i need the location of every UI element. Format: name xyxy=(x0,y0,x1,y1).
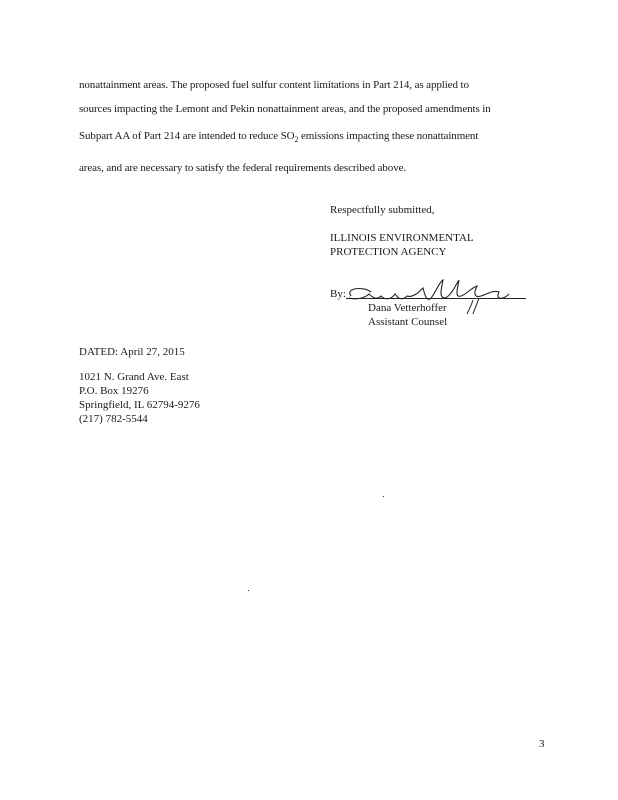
body-line-2: sources impacting the Lemont and Pekin nonattainment areas, and the proposed amendments in xyxy=(79,103,491,115)
page-number: 3 xyxy=(539,738,545,750)
respectfully-submitted: Respectfully submitted, xyxy=(330,204,435,216)
body-line-1: nonattainment areas. The proposed fuel sulfur content limitations in Part 214, as applied to xyxy=(79,79,469,91)
address-line-4: (217) 782-5544 xyxy=(79,413,148,425)
so2-subscript: 2 xyxy=(294,135,299,145)
body-line-4: areas, and are necessary to satisfy the federal requirements described above. xyxy=(79,162,407,174)
by-label: By: xyxy=(330,288,346,300)
address-line-1: 1021 N. Grand Ave. East xyxy=(79,371,189,383)
body-line-3 xyxy=(79,130,478,144)
agency-name-line-1: ILLINOIS ENVIRONMENTAL xyxy=(330,232,474,244)
body-line-3-part-a: Subpart AA of Part 214 are intended to reduce SO xyxy=(79,130,295,142)
agency-name-line-2: PROTECTION AGENCY xyxy=(330,246,447,258)
dated-line: DATED: April 27, 2015 xyxy=(79,346,185,358)
scan-speck xyxy=(248,590,249,591)
address-line-2: P.O. Box 19276 xyxy=(79,385,149,397)
body-line-3-part-b: emissions impacting these nonattainment xyxy=(298,130,479,142)
signer-title: Assistant Counsel xyxy=(368,316,448,328)
signer-name: Dana Vetterhoffer xyxy=(368,302,447,314)
address-line-3: Springfield, IL 62794-9276 xyxy=(79,399,200,411)
scan-speck xyxy=(383,496,384,497)
